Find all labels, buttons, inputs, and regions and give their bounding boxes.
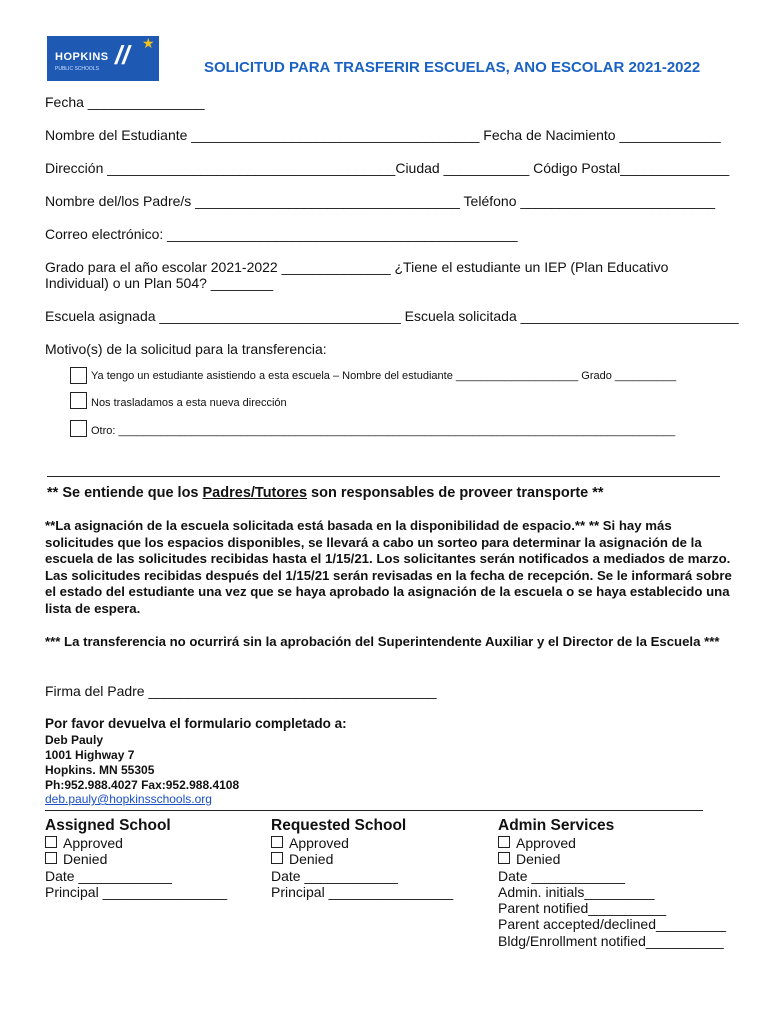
assignment-notice: **La asignación de la escuela solicitada está basada en la disponibilidad de espacio.** ** Si hay más solicitudes que los espacios disponibles, se llevará a cabo un sorteo para determinar la asignación de la escuela de las solicitudes recibidas hasta el 1/15/21. Los solicitantes serán notificados a mediados de marzo. Las solicitudes recibidas después del 1/15/21 serán revisadas en la fecha de recepción. Se le informará sobre el estado del estudiante una vez que se haya aprobado la asignación de la escuela o se haya establecido una lista de espera. <box>45 518 732 616</box>
reason-moving-label: Nos trasladamos a esta nueva dirección <box>91 397 287 409</box>
approval-notice: *** La transferencia no ocurrirá sin la aprobación del Superintendente Auxiliar y el Director de la Escuela *** <box>45 634 720 649</box>
return-name: Deb Pauly <box>45 733 104 747</box>
assigned-approved-label: Approved <box>63 835 123 851</box>
assigned-denied-label: Denied <box>63 851 108 868</box>
checkbox-icon[interactable] <box>45 836 57 848</box>
page-title: SOLICITUD PARA TRASFERIR ESCUELAS, ANO ESCOLAR 2021-2022 <box>204 59 701 76</box>
requested-date-field[interactable]: Date ____________ <box>271 867 398 884</box>
assigned-approved-option[interactable] <box>45 835 227 851</box>
requested-denied-option[interactable] <box>271 851 453 867</box>
requested-denied-label: Denied <box>289 851 334 868</box>
assigned-principal-field[interactable]: Principal ________________ <box>45 883 228 900</box>
nombre-field[interactable]: Nombre del Estudiante _____________________________________ Fecha de Nacimiento _____________ <box>45 127 721 143</box>
return-street: 1001 Highway 7 <box>45 748 135 762</box>
return-city: Hopkins. MN 55305 <box>45 763 155 777</box>
reason-moving-checkbox[interactable] <box>70 392 87 409</box>
requested-approved-option[interactable] <box>271 835 453 851</box>
fecha-field[interactable]: Fecha _______________ <box>45 94 205 110</box>
transport-notice <box>47 485 604 501</box>
requested-approved-label: Approved <box>289 835 349 851</box>
correo-field[interactable]: Correo electrónico: _____________________________________________ <box>45 226 518 242</box>
admin-initials-field[interactable]: Admin. initials_________ <box>498 883 655 900</box>
admin-services-column <box>498 817 726 949</box>
padres-field[interactable]: Nombre del/los Padre/s __________________________________ Teléfono _________________________ <box>45 193 716 209</box>
checkbox-icon[interactable] <box>498 836 510 848</box>
reason-sibling-label: Ya tengo un estudiante asistiendo a esta escuela – Nombre del estudiante ____________________ Grado __________ <box>91 370 677 382</box>
assigned-date-field[interactable]: Date ____________ <box>45 867 172 884</box>
admin-approved-label: Approved <box>516 835 576 851</box>
parent-notified-field[interactable]: Parent notified__________ <box>498 900 667 917</box>
motivos-label: Motivo(s) de la solicitud para la transferencia: <box>45 341 327 357</box>
requested-heading: Requested School <box>271 817 407 834</box>
logo-text: HOPKINS <box>55 51 109 63</box>
star-icon: ★ <box>142 35 155 51</box>
enrollment-notified-field[interactable]: Bldg/Enrollment notified__________ <box>498 932 724 949</box>
parent-signature-field[interactable]: Firma del Padre _____________________________________ <box>45 683 437 699</box>
logo-mark-icon: // <box>115 40 130 70</box>
reason-other-label: Otro: ___________________________________________________________________________________________ <box>91 425 676 437</box>
hopkins-logo <box>47 36 159 81</box>
return-heading: Por favor devuelva el formulario completado a: <box>45 716 347 731</box>
transport-emphasis: Padres/Tutores <box>202 485 308 501</box>
plan-504-field[interactable]: Individual) o un Plan 504? ________ <box>45 275 274 291</box>
checkbox-icon[interactable] <box>271 836 283 848</box>
parent-accepted-field[interactable]: Parent accepted/declined_________ <box>498 916 727 933</box>
admin-denied-option[interactable] <box>498 851 726 867</box>
transport-suffix: son responsables de proveer transporte ** <box>307 485 604 501</box>
assigned-denied-option[interactable] <box>45 851 227 867</box>
direccion-field[interactable]: Dirección _____________________________________Ciudad ___________ Código Postal______________ <box>45 160 730 176</box>
return-email-link[interactable]: deb.pauly@hopkinsschools.org <box>45 792 212 806</box>
admin-denied-label: Denied <box>516 851 561 868</box>
admin-approved-option[interactable] <box>498 835 726 851</box>
escuela-field[interactable]: Escuela asignada _______________________________ Escuela solicitada ____________________________ <box>45 308 739 324</box>
logo-subtext: PUBLIC SCHOOLS <box>55 66 99 72</box>
reason-other-checkbox[interactable] <box>70 420 87 437</box>
requested-principal-field[interactable]: Principal ________________ <box>271 883 454 900</box>
office-divider <box>45 810 703 811</box>
checkbox-icon[interactable] <box>271 852 283 864</box>
divider <box>47 476 720 477</box>
admin-date-field[interactable]: Date ____________ <box>498 867 625 884</box>
assigned-school-column <box>45 817 227 900</box>
return-phone: Ph:952.988.4027 Fax:952.988.4108 <box>45 778 240 792</box>
reason-sibling-checkbox[interactable] <box>70 367 87 384</box>
assigned-heading: Assigned School <box>45 817 171 834</box>
checkbox-icon[interactable] <box>45 852 57 864</box>
requested-school-column <box>271 817 453 900</box>
grado-field[interactable]: Grado para el año escolar 2021-2022 ______________ ¿Tiene el estudiante un IEP (Plan Educativo <box>45 259 669 275</box>
checkbox-icon[interactable] <box>498 852 510 864</box>
transport-prefix: ** Se entiende que los <box>47 485 203 501</box>
admin-heading: Admin Services <box>498 817 615 834</box>
